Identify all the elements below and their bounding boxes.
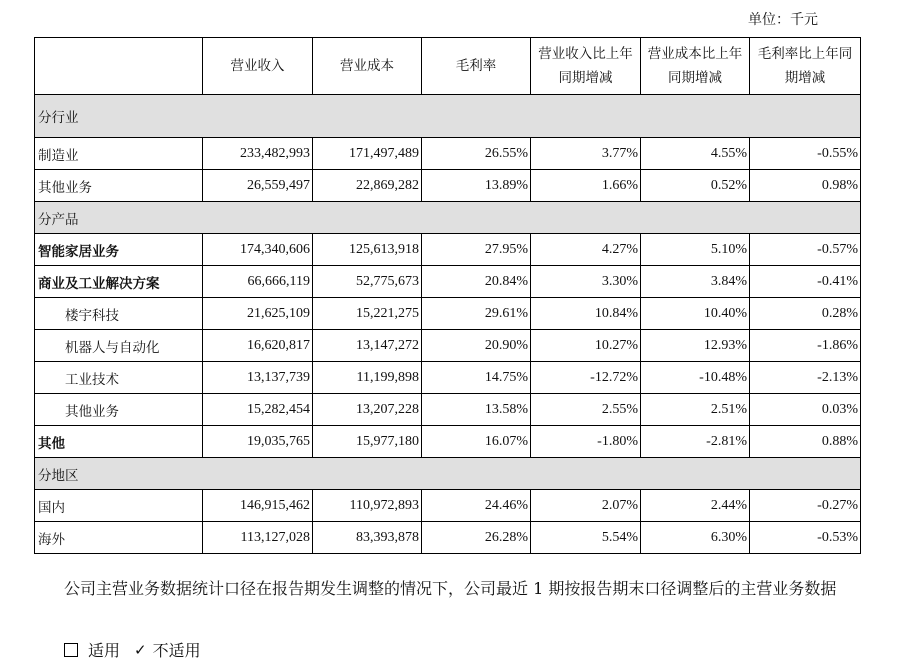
- cell-revenue-change: -12.72%: [531, 362, 641, 394]
- cell-margin: 29.61%: [422, 298, 531, 330]
- cell-cost-change: 2.51%: [641, 394, 750, 426]
- row-label: 国内: [35, 490, 203, 522]
- cell-margin-change: -2.13%: [750, 362, 861, 394]
- cell-revenue-change: 1.66%: [531, 170, 641, 202]
- table-row: [35, 394, 861, 426]
- check-mark-icon[interactable]: ✓: [134, 640, 147, 659]
- main-business-table: [34, 37, 861, 554]
- checkbox-empty-icon[interactable]: [64, 643, 78, 657]
- cell-cost: 15,221,275: [313, 298, 422, 330]
- cell-margin: 13.58%: [422, 394, 531, 426]
- row-label: 其他业务: [35, 394, 203, 426]
- header-corner: [35, 38, 203, 95]
- cell-revenue: 16,620,817: [203, 330, 313, 362]
- cell-revenue-change: 2.07%: [531, 490, 641, 522]
- cell-cost: 13,207,228: [313, 394, 422, 426]
- table-row: [35, 266, 861, 298]
- row-label: 楼宇科技: [35, 298, 203, 330]
- applicable-label: 适用: [88, 641, 121, 660]
- header-margin-change: 毛利率比上年同期增减: [750, 38, 861, 95]
- cell-cost-change: 3.84%: [641, 266, 750, 298]
- header-cost-change: 营业成本比上年同期增减: [641, 38, 750, 95]
- cell-revenue: 113,127,028: [203, 522, 313, 554]
- cell-cost: 15,977,180: [313, 426, 422, 458]
- table-row: [35, 170, 861, 202]
- cell-revenue-change: 3.30%: [531, 266, 641, 298]
- table-row: [35, 522, 861, 554]
- cell-cost: 125,613,918: [313, 234, 422, 266]
- row-label: 工业技术: [35, 362, 203, 394]
- cell-revenue: 174,340,606: [203, 234, 313, 266]
- row-label: 制造业: [35, 138, 203, 170]
- cell-cost: 83,393,878: [313, 522, 422, 554]
- cell-revenue: 66,666,119: [203, 266, 313, 298]
- header-revenue-change: 营业收入比上年同期增减: [531, 38, 641, 95]
- cell-margin-change: 0.03%: [750, 394, 861, 426]
- section-label: 分行业: [35, 95, 861, 138]
- table-row: [35, 234, 861, 266]
- not-applicable-label: 不适用: [152, 641, 201, 660]
- row-label: 智能家居业务: [35, 234, 203, 266]
- section-label: 分产品: [35, 202, 861, 234]
- table-row: [35, 362, 861, 394]
- cell-cost-change: -10.48%: [641, 362, 750, 394]
- cell-margin: 20.90%: [422, 330, 531, 362]
- cell-cost-change: 5.10%: [641, 234, 750, 266]
- table-row: [35, 138, 861, 170]
- header-cost: 营业成本: [313, 38, 422, 95]
- section-label: 分地区: [35, 458, 861, 490]
- cell-margin-change: -0.57%: [750, 234, 861, 266]
- cell-revenue: 13,137,739: [203, 362, 313, 394]
- cell-margin-change: 0.28%: [750, 298, 861, 330]
- cell-revenue: 15,282,454: [203, 394, 313, 426]
- cell-margin-change: -1.86%: [750, 330, 861, 362]
- section-row-industry: [35, 95, 861, 138]
- cell-margin-change: -0.53%: [750, 522, 861, 554]
- adjustment-note: 公司主营业务数据统计口径在报告期发生调整的情况下，公司最近 1 期按报告期末口径调整后的主营业务数据: [64, 579, 837, 598]
- cell-margin: 13.89%: [422, 170, 531, 202]
- cell-revenue-change: 10.27%: [531, 330, 641, 362]
- section-row-product: [35, 202, 861, 234]
- header-row: [35, 38, 861, 95]
- cell-margin: 16.07%: [422, 426, 531, 458]
- applicability-options: [64, 638, 201, 661]
- cell-margin-change: -0.41%: [750, 266, 861, 298]
- cell-margin: 26.55%: [422, 138, 531, 170]
- header-margin: 毛利率: [422, 38, 531, 95]
- cell-margin: 27.95%: [422, 234, 531, 266]
- cell-margin-change: 0.88%: [750, 426, 861, 458]
- cell-revenue-change: 3.77%: [531, 138, 641, 170]
- cell-margin: 14.75%: [422, 362, 531, 394]
- cell-cost-change: 10.40%: [641, 298, 750, 330]
- cell-cost: 13,147,272: [313, 330, 422, 362]
- cell-revenue: 19,035,765: [203, 426, 313, 458]
- cell-margin: 20.84%: [422, 266, 531, 298]
- cell-cost: 110,972,893: [313, 490, 422, 522]
- row-label: 商业及工业解决方案: [35, 266, 203, 298]
- cell-cost-change: 0.52%: [641, 170, 750, 202]
- cell-margin-change: 0.98%: [750, 170, 861, 202]
- cell-cost: 11,199,898: [313, 362, 422, 394]
- table-row: [35, 330, 861, 362]
- cell-revenue-change: 5.54%: [531, 522, 641, 554]
- cell-cost: 171,497,489: [313, 138, 422, 170]
- cell-margin: 24.46%: [422, 490, 531, 522]
- cell-revenue: 26,559,497: [203, 170, 313, 202]
- cell-revenue: 233,482,993: [203, 138, 313, 170]
- row-label: 其他业务: [35, 170, 203, 202]
- row-label: 机器人与自动化: [35, 330, 203, 362]
- cell-revenue-change: 4.27%: [531, 234, 641, 266]
- cell-revenue-change: 2.55%: [531, 394, 641, 426]
- table-row: [35, 298, 861, 330]
- cell-margin: 26.28%: [422, 522, 531, 554]
- cell-revenue-change: -1.80%: [531, 426, 641, 458]
- unit-label: 单位：千元: [748, 12, 818, 28]
- cell-revenue: 146,915,462: [203, 490, 313, 522]
- cell-cost: 52,775,673: [313, 266, 422, 298]
- header-revenue: 营业收入: [203, 38, 313, 95]
- table-row: [35, 426, 861, 458]
- table-row: [35, 490, 861, 522]
- cell-cost-change: 12.93%: [641, 330, 750, 362]
- cell-cost: 22,869,282: [313, 170, 422, 202]
- row-label: 海外: [35, 522, 203, 554]
- section-row-region: [35, 458, 861, 490]
- cell-cost-change: 6.30%: [641, 522, 750, 554]
- cell-revenue-change: 10.84%: [531, 298, 641, 330]
- cell-revenue: 21,625,109: [203, 298, 313, 330]
- cell-cost-change: 2.44%: [641, 490, 750, 522]
- cell-margin-change: -0.55%: [750, 138, 861, 170]
- cell-margin-change: -0.27%: [750, 490, 861, 522]
- cell-cost-change: -2.81%: [641, 426, 750, 458]
- cell-cost-change: 4.55%: [641, 138, 750, 170]
- row-label: 其他: [35, 426, 203, 458]
